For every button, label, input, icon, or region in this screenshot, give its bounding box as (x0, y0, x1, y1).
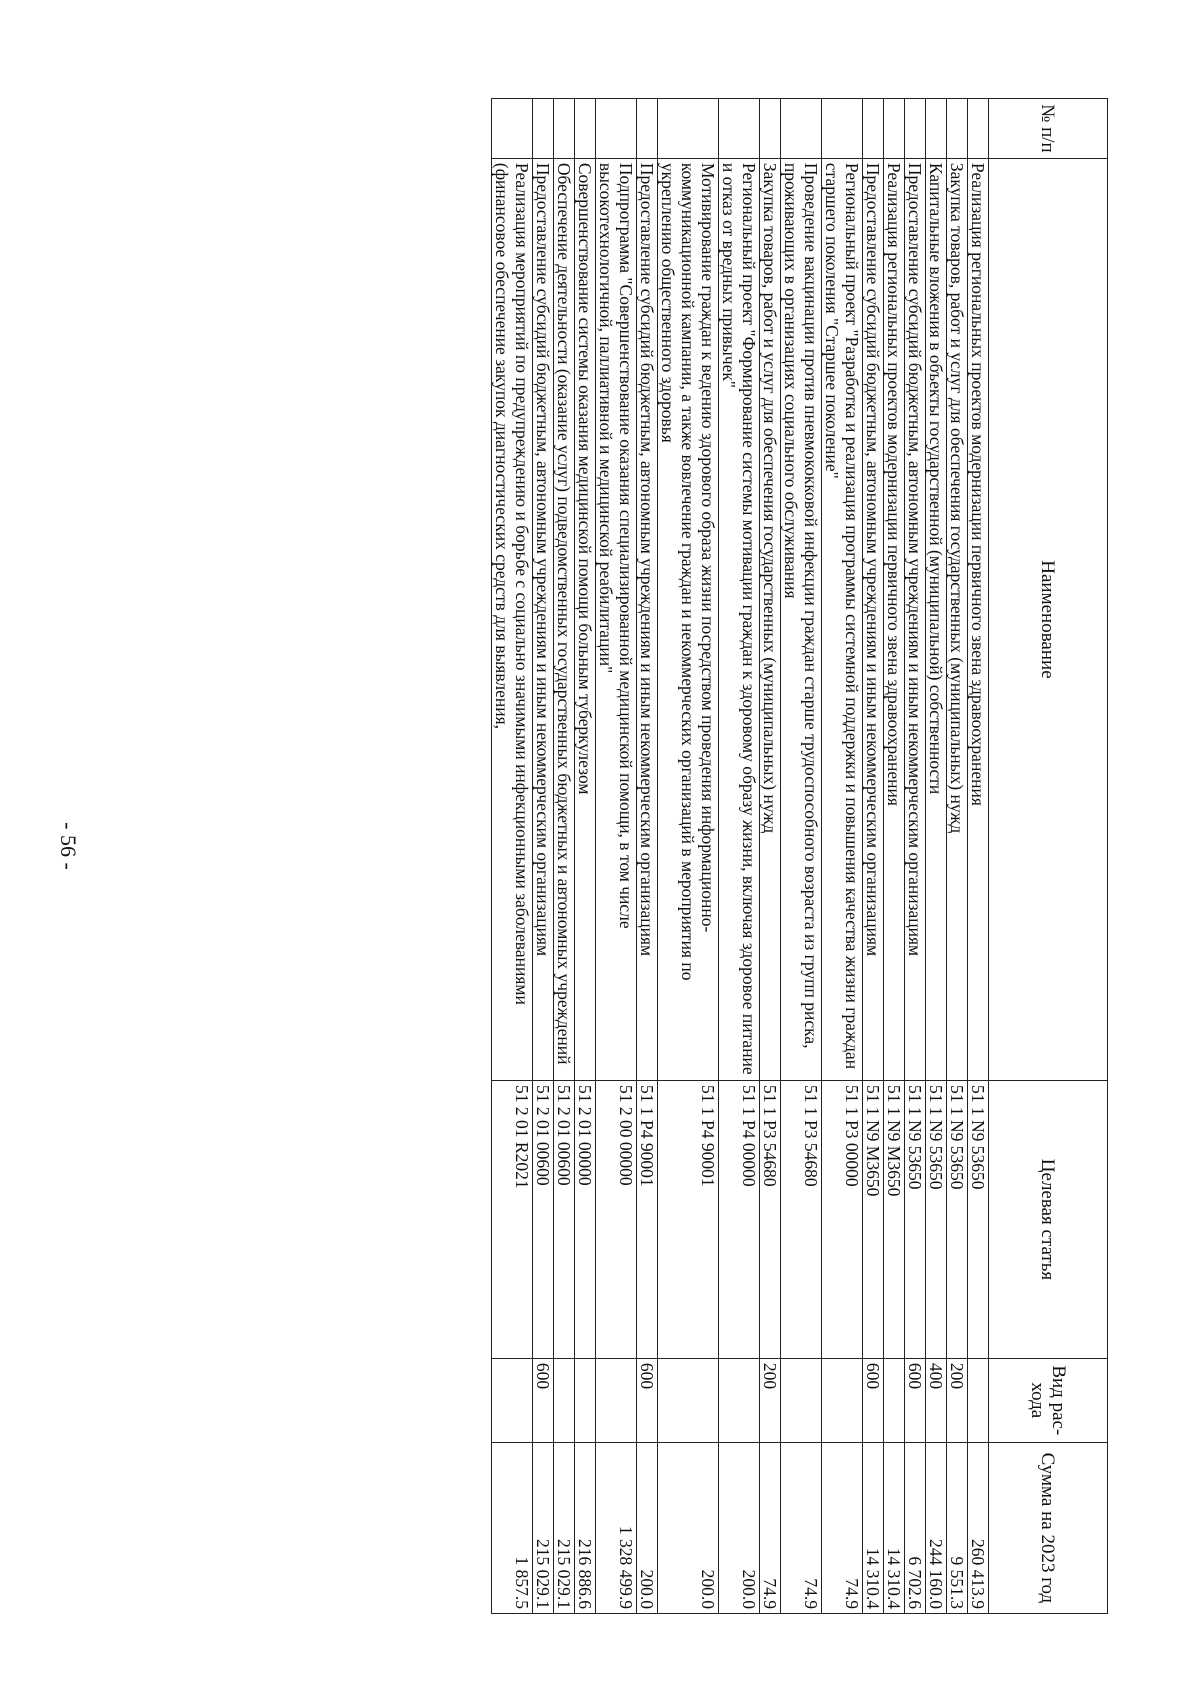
table-row (554, 99, 575, 1614)
cell-num (575, 99, 596, 159)
cell-sum: 9 551.3 (947, 1442, 968, 1613)
cell-code: 51 2 01 00000 (575, 1081, 596, 1359)
cell-code: 51 1 N9 53650 (968, 1081, 989, 1359)
page-number: - 56 - (56, 822, 81, 870)
cell-num (719, 99, 760, 159)
cell-name: Реализация региональных проектов модернизации первичного звена здравоохранения (968, 158, 989, 1080)
table-row (781, 99, 822, 1614)
cell-code: 51 1 P4 90001 (637, 1081, 658, 1359)
cell-vid (575, 1358, 596, 1442)
cell-code: 51 1 N9 M3650 (884, 1081, 905, 1359)
cell-code: 51 1 P4 00000 (719, 1081, 760, 1359)
cell-name: Реализация региональных проектов модернизации первичного звена здравоохранения (884, 158, 905, 1080)
header-num: № п/п (989, 99, 1108, 159)
cell-num (781, 99, 822, 159)
cell-vid (492, 1358, 533, 1442)
cell-code: 51 1 N9 53650 (926, 1081, 947, 1359)
cell-code: 51 1 P4 90001 (658, 1081, 719, 1359)
cell-num (533, 99, 554, 159)
cell-code: 51 1 N9 M3650 (863, 1081, 884, 1359)
cell-sum: 74.9 (822, 1442, 863, 1613)
cell-code: 51 2 00 00000 (596, 1081, 637, 1359)
cell-num (884, 99, 905, 159)
cell-sum: 215 029.1 (554, 1442, 575, 1613)
cell-num (822, 99, 863, 159)
header-vid: Вид рас-хода (989, 1358, 1108, 1442)
cell-sum: 14 310.4 (863, 1442, 884, 1613)
cell-name: Закупка товаров, работ и услуг для обеспечения государственных (муниципальных) нужд (760, 158, 781, 1080)
table-row (637, 99, 658, 1614)
cell-vid: 400 (926, 1358, 947, 1442)
cell-name: Предоставление субсидий бюджетным, автономным учреждениям и иным некоммерческим организациям (905, 158, 926, 1080)
header-code: Целевая статья (989, 1081, 1108, 1359)
cell-code: 51 2 01 00600 (554, 1081, 575, 1359)
cell-name: Предоставление субсидий бюджетным, автономным учреждениям и иным некоммерческим организациям (637, 158, 658, 1080)
cell-vid: 200 (760, 1358, 781, 1442)
cell-name: Реализация мероприятий по предупреждению и борьбе с социально значимыми инфекционными заболеваниями (финансовое обеспечение закупок диагностических средств для выявления, (492, 158, 533, 1080)
cell-vid (884, 1358, 905, 1442)
cell-name: Совершенствование системы оказания медицинской помощи больным туберкулезом (575, 158, 596, 1080)
table-row (492, 99, 533, 1614)
cell-sum: 260 413.9 (968, 1442, 989, 1613)
table-row (926, 99, 947, 1614)
cell-sum: 74.9 (781, 1442, 822, 1613)
cell-vid: 600 (637, 1358, 658, 1442)
cell-num (554, 99, 575, 159)
cell-num (905, 99, 926, 159)
cell-vid (719, 1358, 760, 1442)
table-header-row (989, 99, 1108, 1614)
cell-code: 51 1 N9 53650 (947, 1081, 968, 1359)
cell-sum: 215 029.1 (533, 1442, 554, 1613)
cell-num (596, 99, 637, 159)
cell-vid (822, 1358, 863, 1442)
cell-sum: 244 160.0 (926, 1442, 947, 1613)
cell-vid (658, 1358, 719, 1442)
cell-vid (554, 1358, 575, 1442)
cell-name: Мотивирование граждан к ведению здорового образа жизни посредством проведения информационно-коммуникационной кампании, а также вовлечение граждан и некоммерческих организаций в мероприятия по укреплению общественного здоровья (658, 158, 719, 1080)
cell-code: 51 1 P3 54680 (760, 1081, 781, 1359)
cell-code: 51 1 P3 00000 (822, 1081, 863, 1359)
table-row (596, 99, 637, 1614)
cell-vid: 600 (905, 1358, 926, 1442)
table-row (968, 99, 989, 1614)
cell-num (947, 99, 968, 159)
cell-vid (781, 1358, 822, 1442)
table-row (719, 99, 760, 1614)
cell-name: Региональный проект "Разработка и реализация программы системной поддержки и повышения качества жизни граждан старшего поколения "Старшее поколение" (822, 158, 863, 1080)
budget-table (491, 98, 1108, 1614)
cell-name: Предоставление субсидий бюджетным, автономным учреждениям и иным некоммерческим организациям (533, 158, 554, 1080)
cell-sum: 200.0 (658, 1442, 719, 1613)
cell-vid: 200 (947, 1358, 968, 1442)
table-row (760, 99, 781, 1614)
cell-sum: 216 886.6 (575, 1442, 596, 1613)
table-row (947, 99, 968, 1614)
cell-sum: 200.0 (719, 1442, 760, 1613)
cell-sum: 14 310.4 (884, 1442, 905, 1613)
table-row (575, 99, 596, 1614)
cell-sum: 200.0 (637, 1442, 658, 1613)
cell-name: Предоставление субсидий бюджетным, автономным учреждениям и иным некоммерческим организациям (863, 158, 884, 1080)
cell-code: 51 1 N9 53650 (905, 1081, 926, 1359)
table-row (905, 99, 926, 1614)
cell-name: Капитальные вложения в объекты государственной (муниципальной) собственности (926, 158, 947, 1080)
cell-code: 51 2 01 R2021 (492, 1081, 533, 1359)
table-row (863, 99, 884, 1614)
cell-name: Региональный проект "Формирование системы мотивации граждан к здоровому образу жизни, включая здоровое питание и отказ от вредных привычек" (719, 158, 760, 1080)
cell-num (926, 99, 947, 159)
header-sum: Сумма на 2023 год (989, 1442, 1108, 1613)
cell-name: Проведение вакцинации против пневмококковой инфекции граждан старше трудоспособного возраста из групп риска, проживающих в организациях социального обслуживания (781, 158, 822, 1080)
cell-num (492, 99, 533, 159)
cell-sum: 1 328 499.9 (596, 1442, 637, 1613)
cell-vid (968, 1358, 989, 1442)
table-row (658, 99, 719, 1614)
cell-sum: 1 857.5 (492, 1442, 533, 1613)
table-row (822, 99, 863, 1614)
budget-table-wrapper (184, 98, 1108, 1614)
table-body (492, 99, 989, 1614)
cell-num (863, 99, 884, 159)
cell-sum: 6 702.6 (905, 1442, 926, 1613)
cell-vid: 600 (863, 1358, 884, 1442)
cell-name: Обеспечение деятельности (оказание услуг) подведомственных государственных бюджетных и автономных учреждений (554, 158, 575, 1080)
cell-vid: 600 (533, 1358, 554, 1442)
cell-num (968, 99, 989, 159)
cell-name: Подпрограмма "Совершенствование оказания специализированной медицинской помощи, в том числе высокотехнологичной, паллиативной и медицинской реабилитации" (596, 158, 637, 1080)
cell-code: 51 2 01 00600 (533, 1081, 554, 1359)
table-row (884, 99, 905, 1614)
table-row (533, 99, 554, 1614)
cell-num (658, 99, 719, 159)
header-name: Наименование (989, 158, 1108, 1080)
cell-vid (596, 1358, 637, 1442)
cell-code: 51 1 P3 54680 (781, 1081, 822, 1359)
cell-name: Закупка товаров, работ и услуг для обеспечения государственных (муниципальных) нужд (947, 158, 968, 1080)
cell-num (637, 99, 658, 159)
cell-sum: 74.9 (760, 1442, 781, 1613)
cell-num (760, 99, 781, 159)
